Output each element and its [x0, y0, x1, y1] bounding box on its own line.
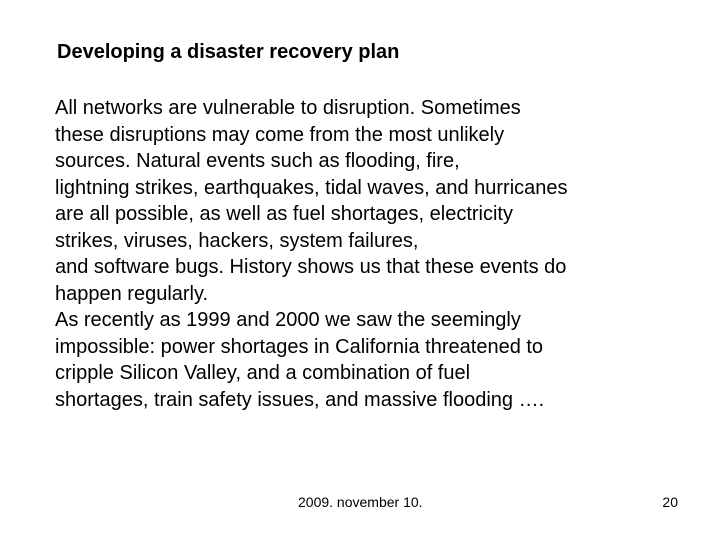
- body-line: happen regularly.: [55, 282, 209, 305]
- body-line: shortages, train safety issues, and massive flooding ….: [55, 388, 545, 411]
- footer-date: 2009. november 10.: [298, 494, 423, 510]
- body-line: All networks are vulnerable to disruption. Sometimes: [55, 97, 521, 119]
- body-line: and software bugs. History shows us that these events do: [55, 256, 567, 278]
- body-line: impossible: power shortages in California threatened to: [55, 335, 544, 358]
- body-line: sources. Natural events such as flooding, fire,: [55, 150, 460, 172]
- body-line: these disruptions may come from the most unlikely: [55, 123, 505, 146]
- body-line: strikes, viruses, hackers, system failures,: [55, 229, 419, 252]
- page-number: 20: [662, 494, 678, 510]
- body-line: are all possible, as well as fuel shortages, electricity: [55, 203, 513, 225]
- body-line: lightning strikes, earthquakes, tidal waves, and hurricanes: [55, 176, 568, 199]
- slide-title: Developing a disaster recovery plan: [57, 41, 400, 63]
- slide-body-text: [55, 95, 695, 413]
- body-line: cripple Silicon Valley, and a combination of fuel: [55, 362, 471, 384]
- body-line: As recently as 1999 and 2000 we saw the seemingly: [55, 309, 521, 331]
